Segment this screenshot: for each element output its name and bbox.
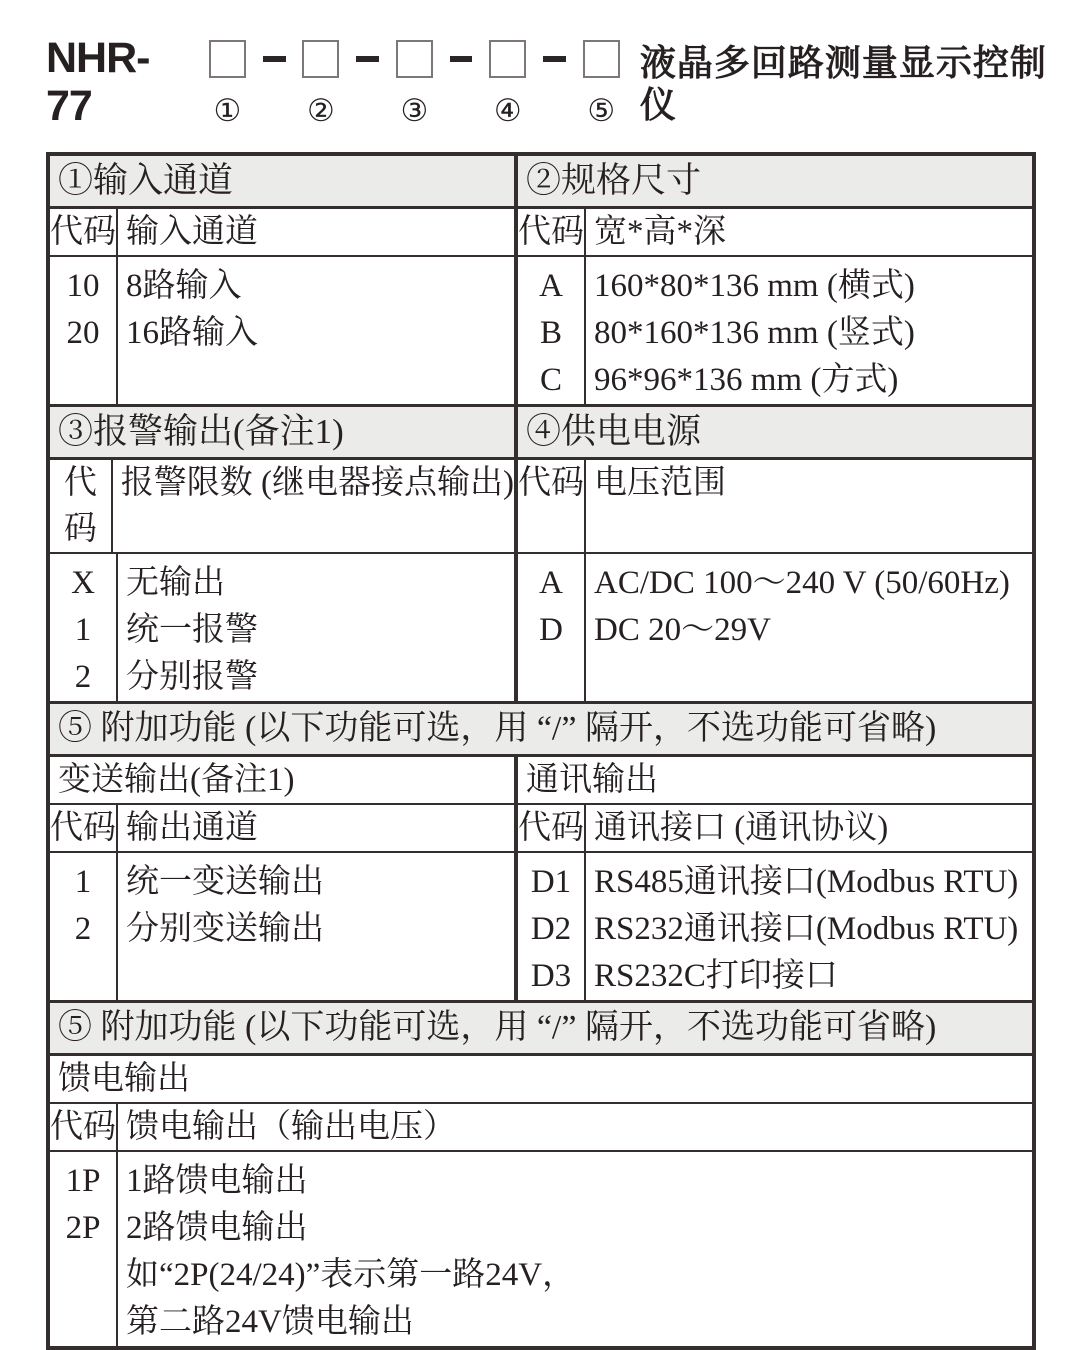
desc-cell: 8路输入 bbox=[126, 268, 242, 304]
model-slot-2 bbox=[302, 40, 339, 128]
desc-cell: RS232通讯接口(Modbus RTU) bbox=[594, 911, 1019, 947]
code-cell: D3 bbox=[530, 958, 572, 994]
code-header: 代码 bbox=[50, 805, 118, 851]
model-slot-4 bbox=[489, 40, 526, 128]
model-code-box-2 bbox=[302, 40, 339, 78]
desc-cell: 16路输入 bbox=[126, 315, 258, 351]
ordering-table bbox=[46, 152, 1036, 1350]
desc-header: 宽*高*深 bbox=[594, 214, 726, 250]
code-cell: D1 bbox=[530, 864, 572, 900]
dash-separator-icon bbox=[263, 56, 286, 62]
desc-cell: 分别变送输出 bbox=[126, 911, 324, 947]
data-row-3 bbox=[50, 853, 1032, 1000]
desc-cell: 统一变送输出 bbox=[126, 864, 324, 900]
model-slot-5 bbox=[583, 40, 620, 128]
desc-cell: 无输出 bbox=[126, 565, 225, 601]
desc-cell: 96*96*136 mm (方式) bbox=[594, 362, 899, 398]
desc-cell: 统一报警 bbox=[126, 612, 258, 648]
desc-cell: 80*160*136 mm (竖式) bbox=[594, 315, 915, 351]
code-cell: D2 bbox=[530, 911, 572, 947]
code-cell: D bbox=[539, 612, 563, 648]
slot-number-2: ② bbox=[306, 93, 335, 128]
slot-number-1: ① bbox=[213, 93, 242, 128]
code-cell: A bbox=[539, 565, 563, 601]
code-header: 代码 bbox=[518, 209, 586, 255]
subtitle-feed-output: 馈电输出 bbox=[50, 1056, 1032, 1104]
desc-cell: 第二路24V馈电输出 bbox=[126, 1304, 414, 1340]
model-code-box-1 bbox=[209, 40, 246, 78]
code-header: 代码 bbox=[518, 460, 586, 552]
slot-number-3: ③ bbox=[400, 93, 429, 128]
band-dimensions: ②规格尺寸 bbox=[526, 161, 702, 200]
code-cell: 2P bbox=[65, 1210, 101, 1246]
code-cell: C bbox=[539, 362, 562, 398]
slot-number-5: ⑤ bbox=[587, 93, 616, 128]
slot-number-4: ④ bbox=[493, 93, 522, 128]
desc-header: 输入通道 bbox=[126, 214, 258, 250]
code-cell: 20 bbox=[66, 315, 100, 351]
model-code-box-5 bbox=[583, 40, 620, 78]
data-row-4 bbox=[50, 1152, 1032, 1346]
desc-cell: 1路馈电输出 bbox=[126, 1163, 308, 1199]
code-cell: 1 bbox=[74, 864, 92, 900]
code-header: 代码 bbox=[50, 209, 118, 255]
dash-separator-icon bbox=[450, 56, 473, 62]
code-cell: 2 bbox=[74, 659, 92, 695]
model-prefix: NHR-77 bbox=[46, 34, 150, 130]
desc-cell: RS232C打印接口 bbox=[594, 958, 838, 994]
band-row-1 bbox=[50, 156, 1032, 209]
code-cell: 1 bbox=[74, 612, 92, 648]
code-cell: 1P bbox=[65, 1163, 101, 1199]
code-header: 代码 bbox=[50, 1104, 118, 1150]
band-input-channel: ①输入通道 bbox=[50, 156, 518, 206]
desc-cell: RS485通讯接口(Modbus RTU) bbox=[594, 864, 1019, 900]
desc-header: 报警限数 (继电器接点输出) bbox=[120, 465, 514, 501]
code-cell: A bbox=[539, 268, 563, 304]
dash-separator-icon bbox=[543, 56, 566, 62]
band-additional-functions-1: ⑤ 附加功能 (以下功能可选，用 “/” 隔开，不选功能可省略) bbox=[50, 701, 1032, 757]
data-row-2 bbox=[50, 554, 1032, 701]
desc-cell: DC 20～29V bbox=[594, 612, 771, 648]
desc-cell: 160*80*136 mm (横式) bbox=[594, 268, 915, 304]
subheader-row-3 bbox=[50, 805, 1032, 853]
subheader-row-2 bbox=[50, 460, 1032, 554]
model-code-box-4 bbox=[489, 40, 526, 78]
dash-separator-icon bbox=[356, 56, 379, 62]
band-row-2 bbox=[50, 404, 1032, 460]
model-slot-3 bbox=[396, 40, 433, 128]
subheader-row-1 bbox=[50, 209, 1032, 257]
desc-cell: 2路馈电输出 bbox=[126, 1210, 308, 1246]
code-cell: 2 bbox=[74, 911, 92, 947]
code-header: 代码 bbox=[50, 460, 113, 552]
desc-header: 馈电输出（输出电压） bbox=[126, 1109, 456, 1145]
code-cell: B bbox=[539, 315, 562, 351]
band-power-supply: ④供电电源 bbox=[526, 412, 702, 451]
model-code-row bbox=[46, 34, 1080, 130]
product-name: 液晶多回路测量显示控制仪 bbox=[639, 42, 1047, 125]
title-block bbox=[0, 0, 1080, 130]
subtitle-comm-output: 通讯输出 bbox=[526, 762, 658, 798]
band-alarm-output: ③报警输出(备注1) bbox=[50, 407, 518, 457]
desc-header: 通讯接口 (通讯协议) bbox=[594, 810, 889, 846]
model-slot-1 bbox=[209, 40, 246, 128]
data-row-1 bbox=[50, 257, 1032, 404]
desc-header: 输出通道 bbox=[126, 810, 258, 846]
desc-cell: 分别报警 bbox=[126, 659, 258, 695]
desc-header: 电压范围 bbox=[594, 465, 726, 501]
subtitle-transmit-output: 变送输出(备注1) bbox=[50, 757, 518, 803]
code-cell: X bbox=[71, 565, 95, 601]
code-cell: 10 bbox=[66, 268, 100, 304]
subtitle-row bbox=[50, 757, 1032, 805]
desc-cell: AC/DC 100～240 V (50/60Hz) bbox=[594, 565, 1010, 601]
model-code-box-3 bbox=[396, 40, 433, 78]
desc-cell: 如“2P(24/24)”表示第一路24V， bbox=[126, 1257, 576, 1293]
subheader-row-4 bbox=[50, 1104, 1032, 1152]
band-additional-functions-2: ⑤ 附加功能 (以下功能可选，用 “/” 隔开，不选功能可省略) bbox=[50, 1000, 1032, 1056]
code-header: 代码 bbox=[518, 805, 586, 851]
